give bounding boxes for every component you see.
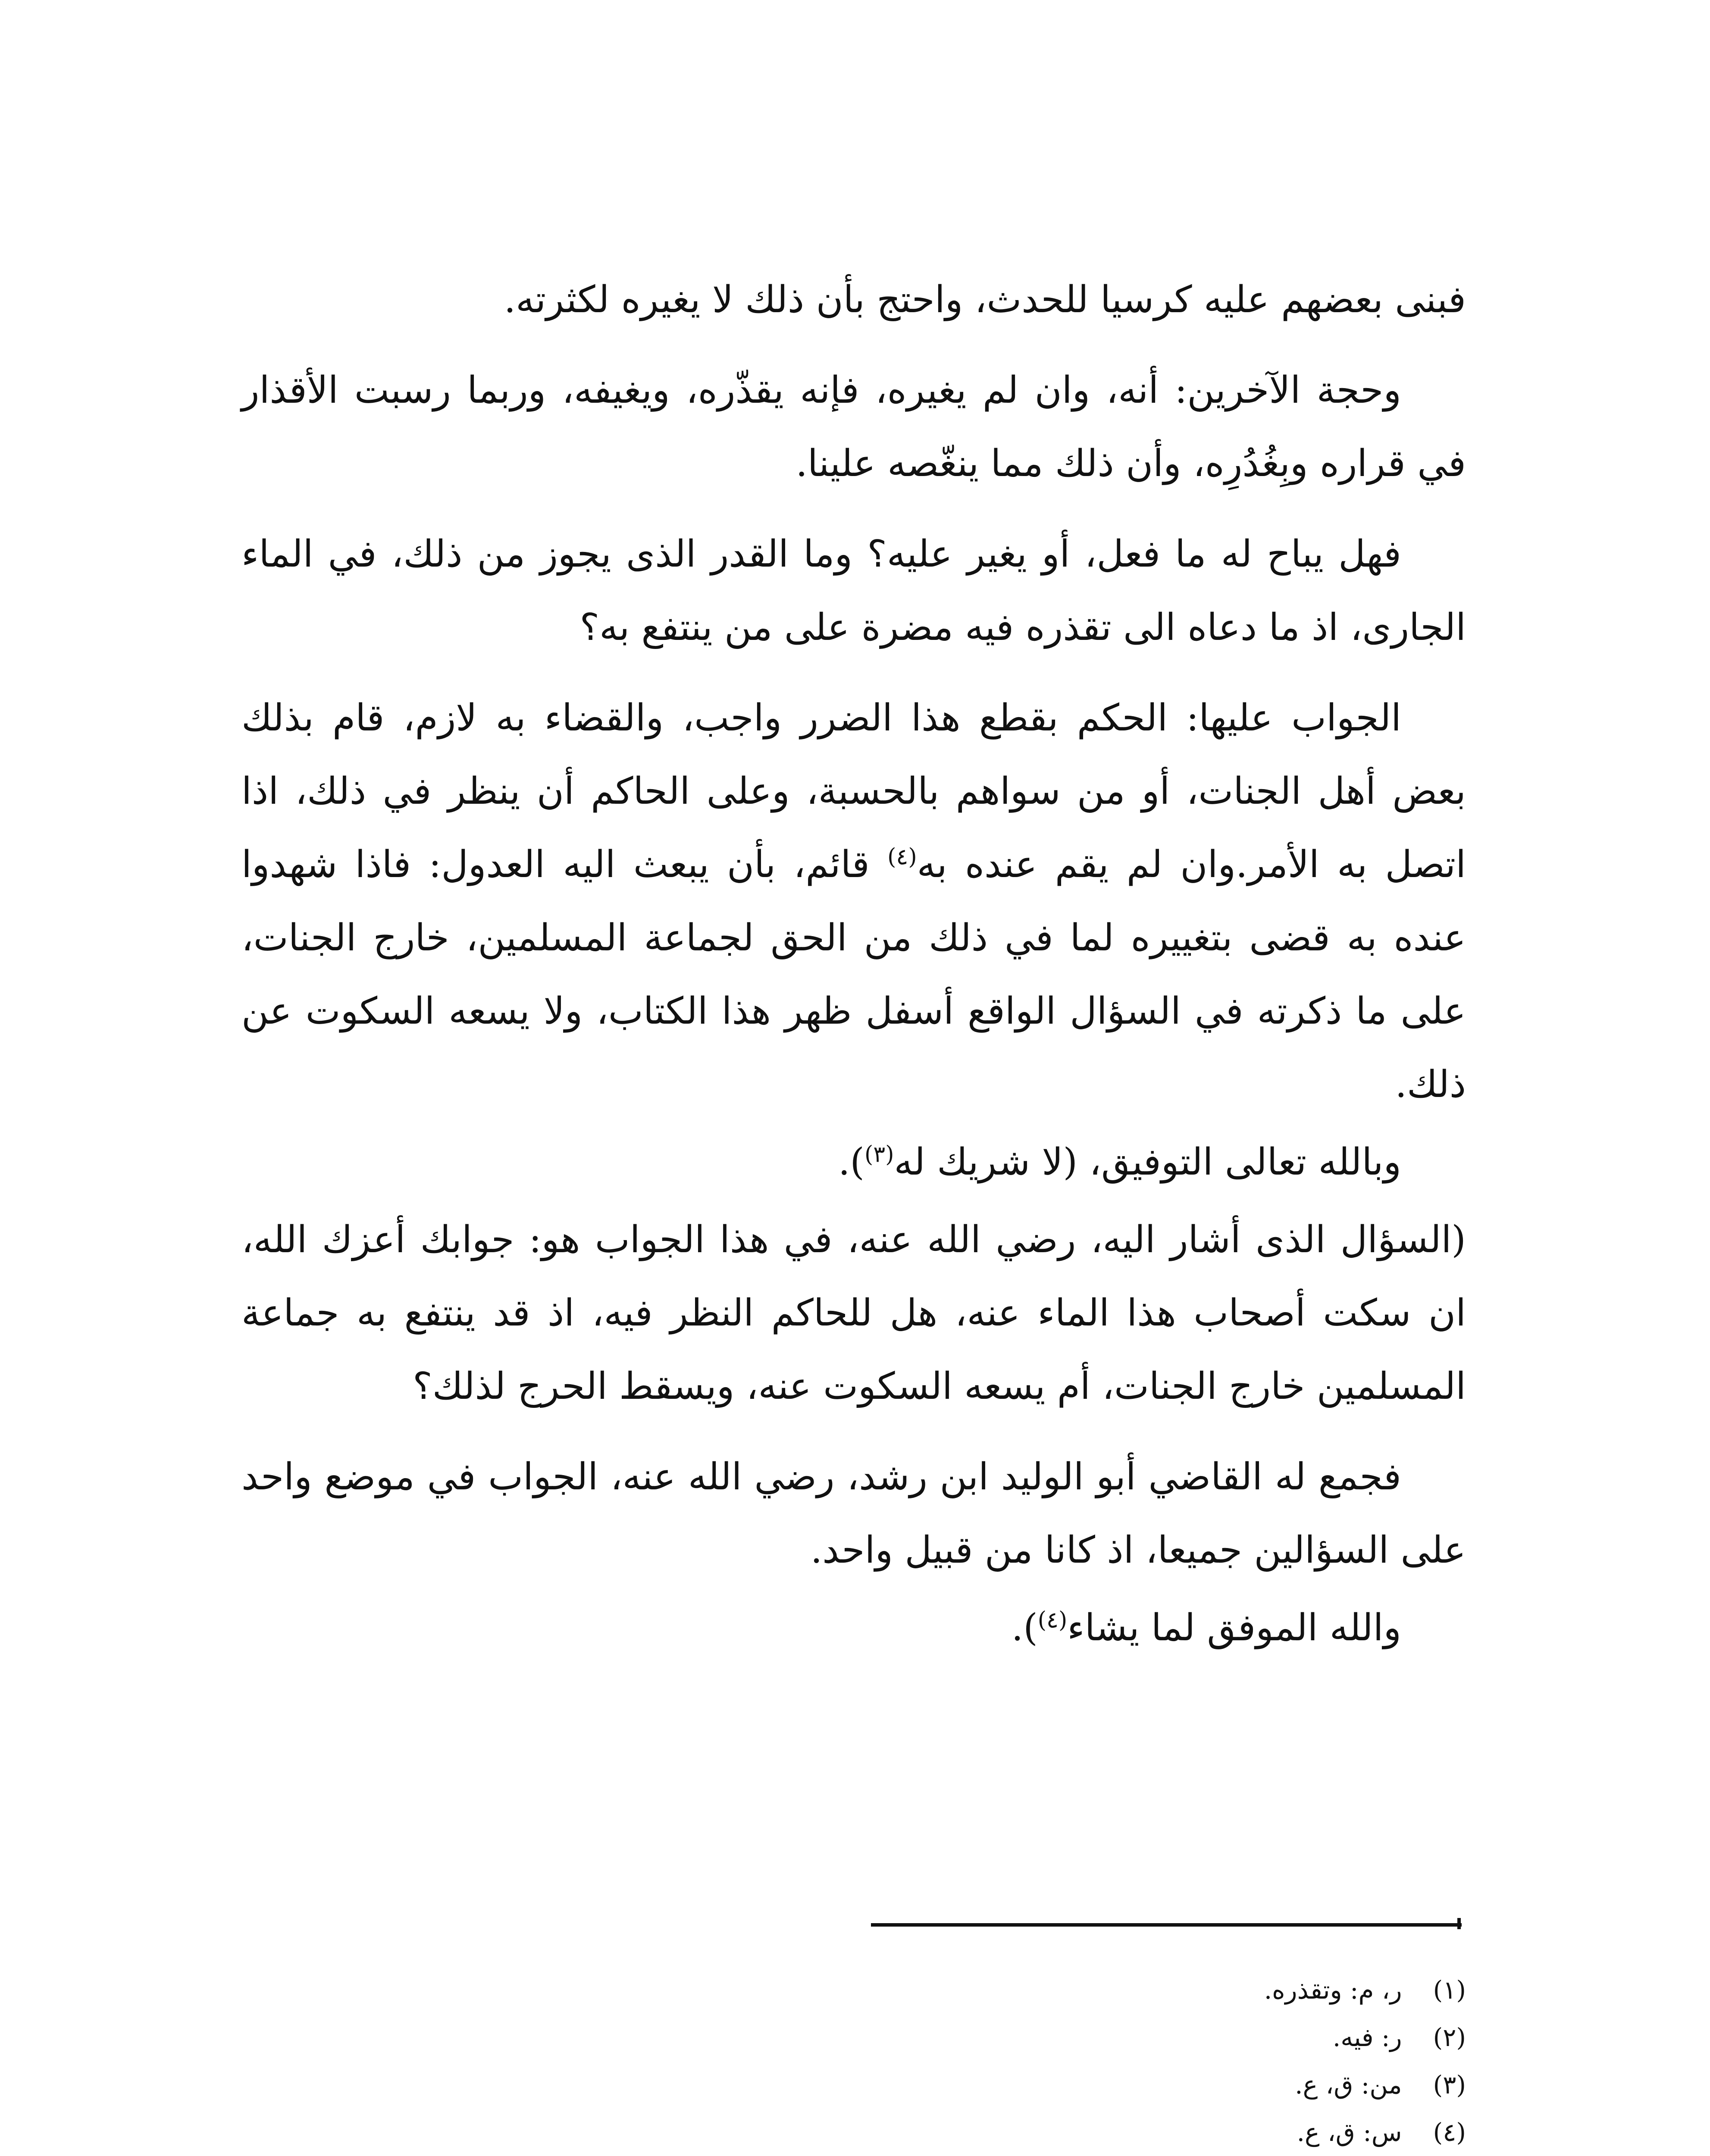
paragraph	[241, 1440, 1466, 1587]
paragraph	[241, 263, 1466, 336]
paragraph	[241, 1125, 1466, 1199]
paragraph	[241, 354, 1466, 500]
footnote-number: (١)	[1433, 1975, 1466, 2005]
paragraph-text: ).	[838, 1141, 864, 1184]
footnote	[949, 2061, 1466, 2109]
paragraph-text: فبنى بعضهم عليه كرسيا للحدث، واحتج بأن ذلك لا يغيره لكثرته.	[504, 278, 1466, 321]
paragraph-text: وبالله تعالى التوفيق، (لا شريك له	[894, 1141, 1401, 1184]
footnote-text: ر، م: وتقذره.	[1264, 1975, 1402, 2005]
paragraph	[241, 517, 1466, 664]
footnote-number: (٤)	[1433, 2118, 1466, 2147]
main-text	[241, 263, 1466, 1682]
footnote-text: ر: فيه.	[1332, 2023, 1402, 2052]
footnote-ref: (٤)	[887, 844, 917, 870]
footnote-separator	[871, 1923, 1462, 1927]
footnote-text: من: ق، ع.	[1295, 2070, 1402, 2100]
footnote	[949, 1966, 1466, 2014]
paragraph	[241, 1203, 1466, 1423]
footnote-ref: (٤)	[1037, 1607, 1068, 1633]
paragraph-text: (السؤال الذى أشار اليه، رضي الله عنه، في هذا الجواب هو: جوابك أعزك الله، ان سكت أصحاب هذا الماء عنه، هل للحاكم النظر فيه، اذ قد ينتفع به جماعة المسلمين خارج الجنات، أم يسعه السكوت عنه، ويسقط الحرج لذلك؟	[241, 1218, 1466, 1408]
footnote	[949, 2109, 1466, 2156]
footnote-text: س: ق، ع.	[1297, 2118, 1402, 2147]
paragraph-text: قائم، بأن يبعث اليه العدول: فاذا شهدوا عنده به قضى بتغييره لما في ذلك من الحق لجماعة المسلمين، خارج الجنات، على ما ذكرته في السؤال الواقع أسفل ظهر هذا الكتاب، ولا يسعه السكوت عن ذلك.	[241, 843, 1466, 1106]
paragraph	[241, 681, 1466, 1121]
footnote-number: (٣)	[1433, 2070, 1466, 2100]
footnote-separator-tick	[1457, 1918, 1461, 1929]
paragraph-text: فجمع له القاضي أبو الوليد ابن رشد، رضي الله عنه، الجواب في موضع واحد على السؤالين جميعا، اذ كانا من قبيل واحد.	[241, 1455, 1466, 1572]
footnote	[949, 2014, 1466, 2061]
paragraph-text: ).	[1011, 1606, 1038, 1649]
paragraph-text: وحجة الآخرين: أنه، وان لم يغيره، فإنه يقذّره، ويغيفه، وربما رسبت الأقذار في قراره وبِغُدُرِه، وأن ذلك مما ينغّصه علينا.	[241, 369, 1466, 485]
footnote-ref: (٣)	[864, 1141, 894, 1168]
paragraph-text: فهل يباح له ما فعل، أو يغير عليه؟ وما القدر الذى يجوز من ذلك، في الماء الجارى، اذ ما دعاه الى تقذره فيه مضرة على من ينتفع به؟	[241, 533, 1466, 649]
footnote-number: (٢)	[1433, 2023, 1466, 2052]
paragraph-text: والله الموفق لما يشاء	[1067, 1606, 1401, 1649]
footnotes	[949, 1966, 1466, 2156]
paragraph	[241, 1591, 1466, 1664]
paragraph-text: الجواب عليها: الحكم بقطع هذا الضرر واجب، والقضاء به لازم، قام بذلك بعض أهل الجنات، أو من سواهم بالحسبة، وعلى الحاكم أن ينظر في ذلك، اذا اتصل به الأمر.وان لم يقم عنده به	[241, 696, 1466, 886]
